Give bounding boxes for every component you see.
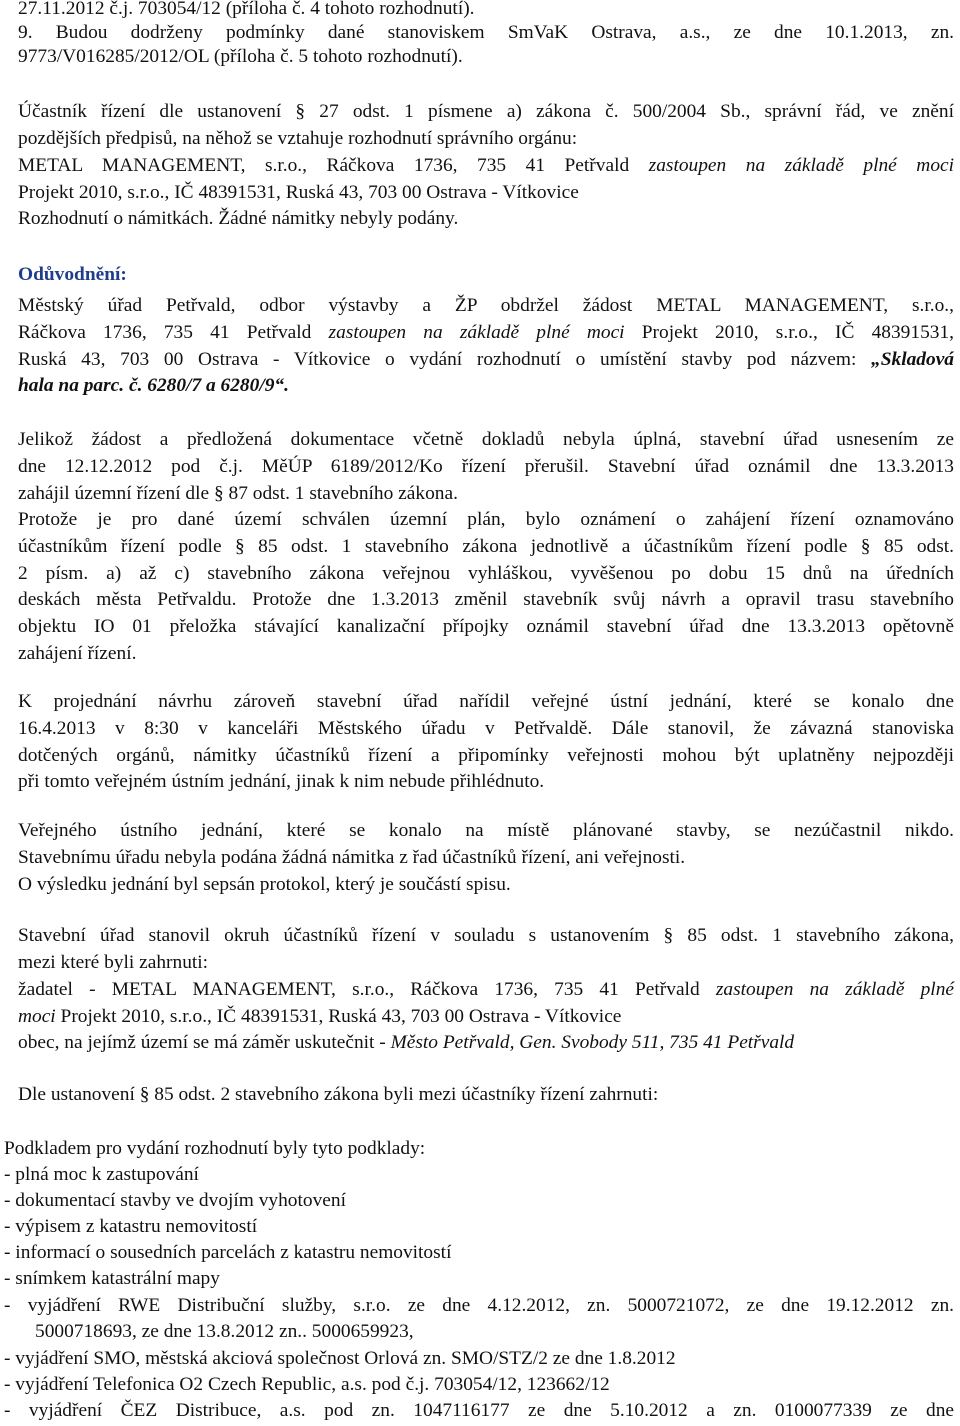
text-line [18,347,954,373]
text-line: 27.11.2012 č.j. 703054/12 (příloha č. 4 tohoto rozhodnutí). [18,0,475,19]
text-line [18,977,954,1003]
bold-italic-segment: hala na parc. č. 6280/7 a 6280/9“. [18,375,289,396]
list-item: - dokumentací stavby ve dvojím vyhotovení [4,1190,346,1211]
text-line: Veřejného ústního jednání, které se konalo na místě plánované stavby, se nezúčastnil nikdo. [18,820,954,841]
text-line: deskách města Petřvaldu. Protože dne 1.3.2013 změnil stavebník svůj návrh a opravil trasu stavebního [18,589,954,610]
text-line: při tomto veřejném ústním jednání, jinak k nim nebude přihlédnuto. [18,771,545,792]
text-line: Projekt 2010, s.r.o., IČ 48391531, Ruská 43, 703 00 Ostrava - Vítkovice [18,182,579,203]
list-item: - vyjádření RWE Distribuční služby, s.r.o. ze dne 4.12.2012, zn. 5000721072, ze dne 19.12.2012 zn. [4,1295,954,1316]
text-line: 9. Budou dodrženy podmínky dané stanoviskem SmVaK Ostrava, a.s., ze dne 10.1.2013, zn. [18,22,954,43]
text-segment: Projekt 2010, s.r.o., IČ 48391531, Ruská 43, 703 00 Ostrava - Vítkovice [55,1006,622,1027]
text-line: pozdějších předpisů, na něhož se vztahuje rozhodnutí správního orgánu: [18,128,578,149]
text-line: účastníkům řízení podle § 85 odst. 1 stavebního zákona jednotlivě a účastníkům řízení podle § 85 odst. [18,536,954,557]
text-line [18,1004,621,1030]
text-line: 9773/V016285/2012/OL (příloha č. 5 tohoto rozhodnutí). [18,46,463,67]
text-line: zahájení řízení. [18,643,137,664]
text-line: zahájil územní řízení dle § 87 odst. 1 stavebního zákona. [18,483,458,504]
text-segment: Projekt 2010, s.r.o., IČ 48391531, [624,322,955,343]
list-item: - informací o sousedních parcelách z katastru nemovitostí [4,1242,452,1263]
list-item-continuation: 5000718693, ze dne 13.8.2012 zn.. 5000659923, [35,1321,414,1342]
text-line: mezi které byli zahrnuti: [18,952,209,973]
italic-segment: Město Petřvald, Gen. Svobody 511, 735 41 Petřvald [390,1032,795,1053]
text-line: Stavební úřad stanovil okruh účastníků řízení v souladu s ustanovením § 85 odst. 1 stavebního zákona, [18,925,954,946]
italic-segment: zastoupen na základě plné moci [328,322,625,343]
text-segment: žadatel - METAL MANAGEMENT, s.r.o., Ráčkova 1736, 735 41 Petřvald [18,979,716,1000]
text-line: Podkladem pro vydání rozhodnutí byly tyto podklady: [4,1138,426,1159]
italic-segment: zastoupen na základě plné moci [648,155,955,176]
list-item: - vyjádření SMO, městská akciová společnost Orlová zn. SMO/STZ/2 ze dne 1.8.2012 [4,1348,676,1369]
italic-segment: moci [18,1006,56,1027]
text-segment: Ruská 43, 703 00 Ostrava - Vítkovice o vydání rozhodnutí o umístění stavby pod názvem: [18,349,872,370]
text-line: Stavebnímu úřadu nebyla podána žádná námitka z řad účastníků řízení, ani veřejnosti. [18,847,686,868]
text-line [18,373,289,399]
text-line: dotčených orgánů, námitky účastníků řízení a připomínky veřejnosti mohou být uplatněny nejpozději [18,745,954,766]
text-line: Jelikož žádost a předložená dokumentace včetně dokladů nebyla úplná, stavební úřad usnesením ze [18,429,954,450]
text-line: Městský úřad Petřvald, odbor výstavby a ŽP obdržel žádost METAL MANAGEMENT, s.r.o., [18,295,954,316]
list-item: - vyjádření ČEZ Distribuce, a.s. pod zn. 1047116177 ze dne 5.10.2012 a zn. 0100077339 ze dne [4,1400,954,1421]
text-line: Účastník řízení dle ustanovení § 27 odst. 1 písmene a) zákona č. 500/2004 Sb., správní řád, ve znění [18,101,954,122]
bold-italic-segment: „Skladová [871,349,954,370]
section-heading: Odůvodnění: [18,264,127,285]
text-segment: METAL MANAGEMENT, s.r.o., Ráčkova 1736, 735 41 Petřvald [18,155,649,176]
text-line: objektu IO 01 přeložka stávající kanalizační přípojky oznámil stavební úřad dne 13.3.2013 opětovně [18,616,954,637]
text-segment: Ráčkova 1736, 735 41 Petřvald [18,322,329,343]
text-line: K projednání návrhu zároveň stavební úřad nařídil veřejné ústní jednání, které se konalo dne [18,691,954,712]
list-item: - plná moc k zastupování [4,1164,199,1185]
italic-segment: zastoupen na základě plné [715,979,954,1000]
text-line: Dle ustanovení § 85 odst. 2 stavebního zákona byli mezi účastníky řízení zahrnuti: [18,1084,659,1105]
list-item: - výpisem z katastru nemovitostí [4,1216,258,1237]
text-line: Rozhodnutí o námitkách. Žádné námitky nebyly podány. [18,208,459,229]
text-line [18,320,954,346]
list-item: - snímkem katastrální mapy [4,1268,220,1289]
list-item: - vyjádření Telefonica O2 Czech Republic, a.s. pod č.j. 703054/12, 123662/12 [4,1374,610,1395]
text-line: dne 12.12.2012 pod č.j. MěÚP 6189/2012/Ko řízení přerušil. Stavební úřad oznámil dne 13.3.2013 [18,456,954,477]
text-line: O výsledku jednání byl sepsán protokol, který je součástí spisu. [18,874,511,895]
text-line: 16.4.2013 v 8:30 v kanceláři Městského úřadu v Petřvaldě. Dále stanovil, že závazná stanoviska [18,718,954,739]
text-segment: obec, na jejímž území se má záměr uskutečnit - [18,1032,391,1053]
text-line [18,153,954,179]
text-line [18,1030,794,1056]
text-line: Protože je pro dané území schválen územní plán, bylo oznámení o zahájení řízení oznamováno [18,509,954,530]
text-line: 2 písm. a) až c) stavebního zákona veřejnou vyhláškou, vyvěšenou po dobu 15 dnů na úředních [18,563,954,584]
